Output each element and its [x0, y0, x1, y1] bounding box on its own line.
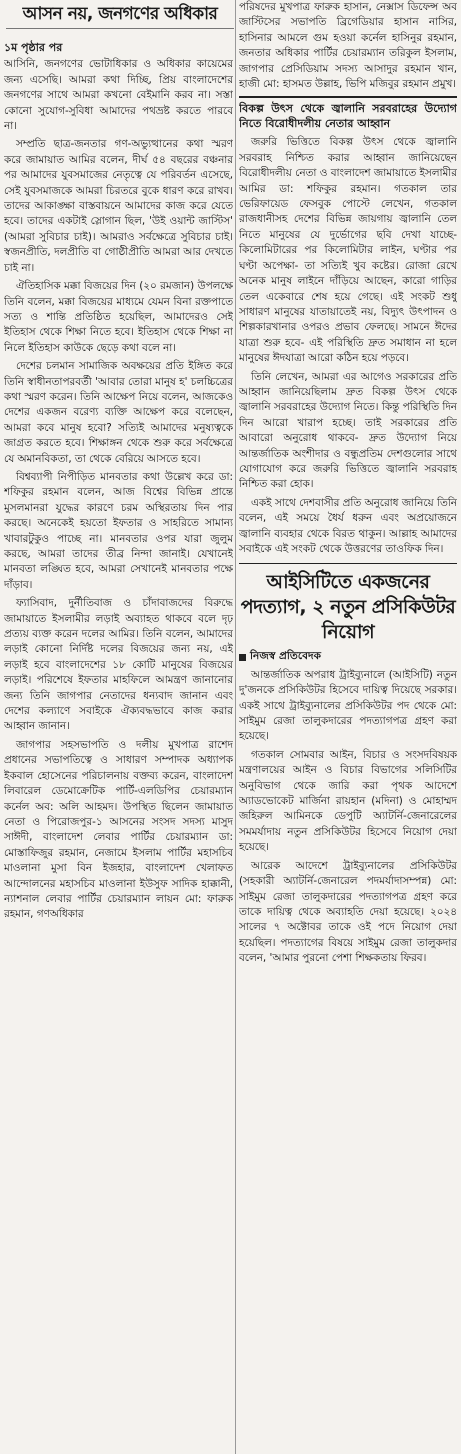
- byline-text: নিজস্ব প্রতিবেদক: [250, 650, 321, 663]
- paragraph: পরিষদের মুখপাত্র ফারুক হাসান, নেক্সাস ডিফেন্স অব জাস্টিসের সভাপতি ব্রিগেডিয়ার হাসান নাসির, হাসিনার আমলে গুম হওয়া কর্নেল হাসিনুর রহমান, জনতার অধিকার পার্টির চেয়ারম্যান তরিকুল ইসলাম, জাগপার প্রেসিডিয়াম সদস্য আসাদুর রহমান খান, হাজী মো: হাসমত উল্লাহ, ভিপি মজিবুর রহমান প্রমুখ।: [239, 1, 457, 91]
- paragraph: আন্তর্জাতিক অপরাধ ট্রাইব্যুনালে (আইসিটি) নতুন দু'জনকে প্রসিকিউটর হিসেবে দায়িত্ব দিয়েছে সরকার। একই সাথে ট্রাইব্যুনালের প্রসিকিউটর পদ থেকে মো: সাইমুম রেজা তালুকদারের পদত্যাগপত্র গ্রহণ করা হয়েছে।: [239, 668, 457, 743]
- left-column: [4, 40, 233, 1452]
- paragraph: জাগপার সহসভাপতি ও দলীয় মুখপাত্র রাশেদ প্রধানের সভাপতিত্বে ও সাধারণ সম্পাদক অধ্যাপক ইকবাল হোসেনের পরিচালনায় বক্তব্য করেন, বাংলাদেশ লিবারেল ডেমোক্রেটিক পার্টি-এলডিপির চেয়ারম্যান কর্নেল অব: অলি আহমদ। উপস্থিত ছিলেন জামায়াত নেতা ও পিরোজপুর-১ আসনের সংসদ সদস্য মাসুদ সাঈদী, বাংলাদেশ লেবার পার্টির চেয়ারম্যান ডা: মোস্তাফিজুর রহমান, নেজামে ইসলাম পার্টির মহাসচিব মাওলানা মুসা বিন ইজহার, বাংলাদেশ খেলাফত আন্দোলনের মহাসচিব মাওলানা ইউসুফ সাদিক হাক্কানী, ন্যাশনাল লেবার পার্টির চেয়ারম্যান লায়ন মো: ফারুক রহমান, গণঅধিকার: [4, 738, 233, 921]
- paragraph: একই সাথে দেশবাসীর প্রতি অনুরোধ জানিয়ে তিনি বলেন, এই সময়ে ধৈর্য ধরুন এবং অপ্রয়োজনে জ্বালানি ব্যবহার থেকে বিরত থাকুন। আল্লাহ আমাদের সবাইকে এই সংকট থেকে উত্তরণের তাওফিক দিন।: [239, 496, 457, 555]
- subheading: বিকল্প উৎস থেকে জ্বালানি সরবরাহের উদ্যোগ নিতে বিরোধীদলীয় নেতার আহ্বান: [239, 96, 457, 131]
- right-column: [239, 0, 457, 1454]
- paragraph: জরুরি ভিত্তিতে বিকল্প উৎস থেকে জ্বালানি সরবরাহ নিশ্চিত করার আহ্বান জানিয়েছেন বিরোধীদলীয় নেতা ও বাংলাদেশ জামায়াতে ইসলামীর আমির ডা: শফিকুর রহমান। গতকাল তার ভেরিফায়েড ফেসবুক পোস্টে লেখেন, গতকাল রাজধানীসহ দেশের বিভিন্ন জায়গায় জ্বালানি তেল নিতে মানুষের যে দুর্ভোগের ছবি দেখা যাচ্ছে- কিলোমিটারের পর কিলোমিটার লাইন, ঘণ্টার পর ঘণ্টা অপেক্ষা- তা সত্যিই খুব কষ্টের। রোজা রেখে অনেক মানুষ লাইনে দাঁড়িয়ে আছেন, কারো গাড়ির তেল একেবারে শেষ হয়ে গেছে। এই সংকট শুধু সাধারণ মানুষের যাতায়াতেই নয়, বিদ্যুৎ উৎপাদন ও শিল্পকারখানার ওপরও প্রভাব ফেলছে। সামনে ঈদের যাত্রা শুরু হবে- এই পরিস্থিতি দ্রুত সমাধান না হলে মানুষের ঈদযাত্রা আরো কঠিন হয়ে পড়বে।: [239, 136, 457, 365]
- bullet-square-icon: [239, 654, 246, 661]
- paragraph: তিনি লেখেন, আমরা এর আগেও সরকারের প্রতি আহ্বান জানিয়েছিলাম দ্রুত বিকল্প উৎস থেকে জ্বালানি সরবরাহের উদ্যোগ নিতে। কিন্তু পরিস্থিতি দিন দিন আরো খারাপ হচ্ছে। তাই সরকারের প্রতি আবারো অনুরোধ থাকবে- দ্রুত উদ্যোগ নিয়ে আন্তর্জাতিক অংশীদার ও বন্ধুপ্রতিম দেশগুলোর সাথে যোগাযোগ করে জরুরি ভিত্তিতে জ্বালানি সরবরাহ নিশ্চিত করা হোক।: [239, 370, 457, 491]
- paragraph: দেশের চলমান সামাজিক অবক্ষয়ের প্রতি ইঙ্গিত করে তিনি স্বাধীনতাপরবর্তী 'আবার তোরা মানুষ হ' চলচ্চিত্রের কথা স্মরণ করেন। তিনি আক্ষেপ নিয়ে বলেন, আজকেও দেশের একজন বরেণ্য ব্যক্তি আক্ষেপ করে বলেছেন, আমরা কবে মানুষ হবো? সত্যিই আমাদের মনুষ্যত্বকে জাগ্রত করতে হবে। শিক্ষাঙ্গন থেকে শুরু করে সর্বক্ষেত্রে যে অমানবিকতা, তা থেকে বেরিয়ে আসতে হবে।: [4, 360, 233, 465]
- byline: [239, 649, 457, 664]
- paragraph: আসিনি, জনগণের ভোটাধিকার ও অধিকার কায়েমের জন্য এসেছি। আমরা কথা দিচ্ছি, প্রিয় বাংলাদেশের জনগণের সাথে আমরা কখনো বেইমানি করব না। সস্তা কোনো সুযোগ-সুবিধা আমাদের পথভ্রষ্ট করতে পারবে না।: [4, 58, 233, 133]
- paragraph: আরেক আদেশে ট্রাইব্যুনালের প্রসিকিউটর (সহকারী অ্যাটর্নি-জেনারেল পদমর্যাদাসম্পন্ন) মো: সাইমুম রেজা তালুকদারের পদত্যাগপত্র গ্রহণ করে তাকে দায়িত্ব থেকে অব্যাহতি দেয়া হয়েছে। ২০২৪ সালের ৭ অক্টোবর তাকে ওই পদে নিয়োগ দেয়া হয়েছিল। পদত্যাগের বিষয়ে সাইমুম রেজা তালুকদার বলেন, 'আমার পুরনো পেশা শিক্ষকতায় ফিরব।: [239, 859, 457, 965]
- paragraph: বিশ্বব্যাপী নিপীড়িত মানবতার কথা উল্লেখ করে ডা: শফিকুর রহমান বলেন, আজ বিশ্বের বিভিন্ন প্রান্তে মুসলমানরা যুদ্ধের কারণে চরম অস্থিরতায় দিন পার করছে। অনেকেই হয়তো ইফতার ও সাহরিতে সামান্য খাবারটুকুও পাচ্ছে না। মানবতার ওপর যারা জুলুম করছে, আমরা তাদের তীব্র নিন্দা জানাই। যেখানেই মানবতা লঙ্ঘিত হবে, আমরা সেখানেই মানবতার পক্ষে দাঁড়াব।: [4, 470, 233, 591]
- paragraph: সম্প্রতি ছাত্র-জনতার গণ-অভ্যুত্থানের কথা স্মরণ করে জামায়াত আমির বলেন, দীর্ঘ ৫৪ বছরের বঞ্চনার পর আমাদের যুবসমাজের নেতৃত্বে যে পরিবর্তন এসেছে, সেই যুবসমাজকে আমরা চিরতরে বুকে ধারণ করে রাখব। তাদের আকাঙ্ক্ষা বাস্তবায়নে আমাদের কাজ করে যেতে হবে। তাদের একটাই স্লোগান ছিল, 'উই ওয়ান্ট জাস্টিস' (আমরা সুবিচার চাই)। আমরাও সর্বক্ষেত্রে সুবিচার চাই। স্বজনপ্রীতি, দলপ্রীতি বা গোষ্ঠীপ্রীতি আমরা আর দেখতে চাই না।: [4, 138, 233, 274]
- story-separator: [239, 563, 457, 564]
- story2-headline: আইসিটিতে একজনের পদত্যাগ, ২ নতুন প্রসিকিউটর নিয়োগ: [240, 571, 456, 644]
- paragraph: ঐতিহাসিক মক্কা বিজয়ের দিন (২০ রমজান) উপলক্ষে তিনি বলেন, মক্কা বিজয়ের মাধ্যমে যেমন বিনা রক্তপাতে সত্য ও শান্তি প্রতিষ্ঠিত হয়েছিল, আমাদেরও সেই ইতিহাস থেকে শিক্ষা নিতে হবে। ইতিহাস থেকে শিক্ষা না নিলে ইতিহাস কাউকে ছেড়ে কথা বলে না।: [4, 280, 233, 354]
- column-divider: [235, 0, 236, 1454]
- main-headline: আসন নয়, জনগণের অধিকার: [6, 2, 234, 29]
- paragraph: ফ্যাসিবাদ, দুর্নীতিবাজ ও চাঁদাবাজদের বিরুদ্ধে জামায়াতে ইসলামীর লড়াই অব্যাহত থাকবে বলে দৃঢ় প্রত্যয় ব্যক্ত করেন দলের আমির। তিনি বলেন, আমাদের লড়াই কোনো নির্দিষ্ট দলের বিজয়ের জন্য নয়, এই লড়াই হবে বাংলাদেশের ১৮ কোটি মানুষের বিজয়ের লড়াই। পরিশেষে ইফতার মাহফিলে আমন্ত্রণ জানানোর জন্য তিনি জাগপার নেতাদের ধন্যবাদ জানান এবং দেশের কল্যাণে সবাইকে ঐক্যবদ্ধভাবে কাজ করার আহ্বান জানান।: [4, 597, 233, 733]
- continuation-label: ১ম পৃষ্ঠার পর: [4, 41, 63, 54]
- paragraph: গতকাল সোমবার আইন, বিচার ও সংসদবিষয়ক মন্ত্রণালয়ের আইন ও বিচার বিভাগের সলিসিটির অনুবিভাগ থেকে জারি করা পৃথক আদেশে অ্যাডভোকেট মার্জিনা রায়হান (মদিনা) ও মোহাম্মদ জহিরুল আমিনকে ডেপুটি অ্যাটর্নি-জেনারেলের সমমর্যাদায় নতুন প্রসিকিউটর হিসেবে নিয়োগ দেয়া হয়েছে।: [239, 748, 457, 854]
